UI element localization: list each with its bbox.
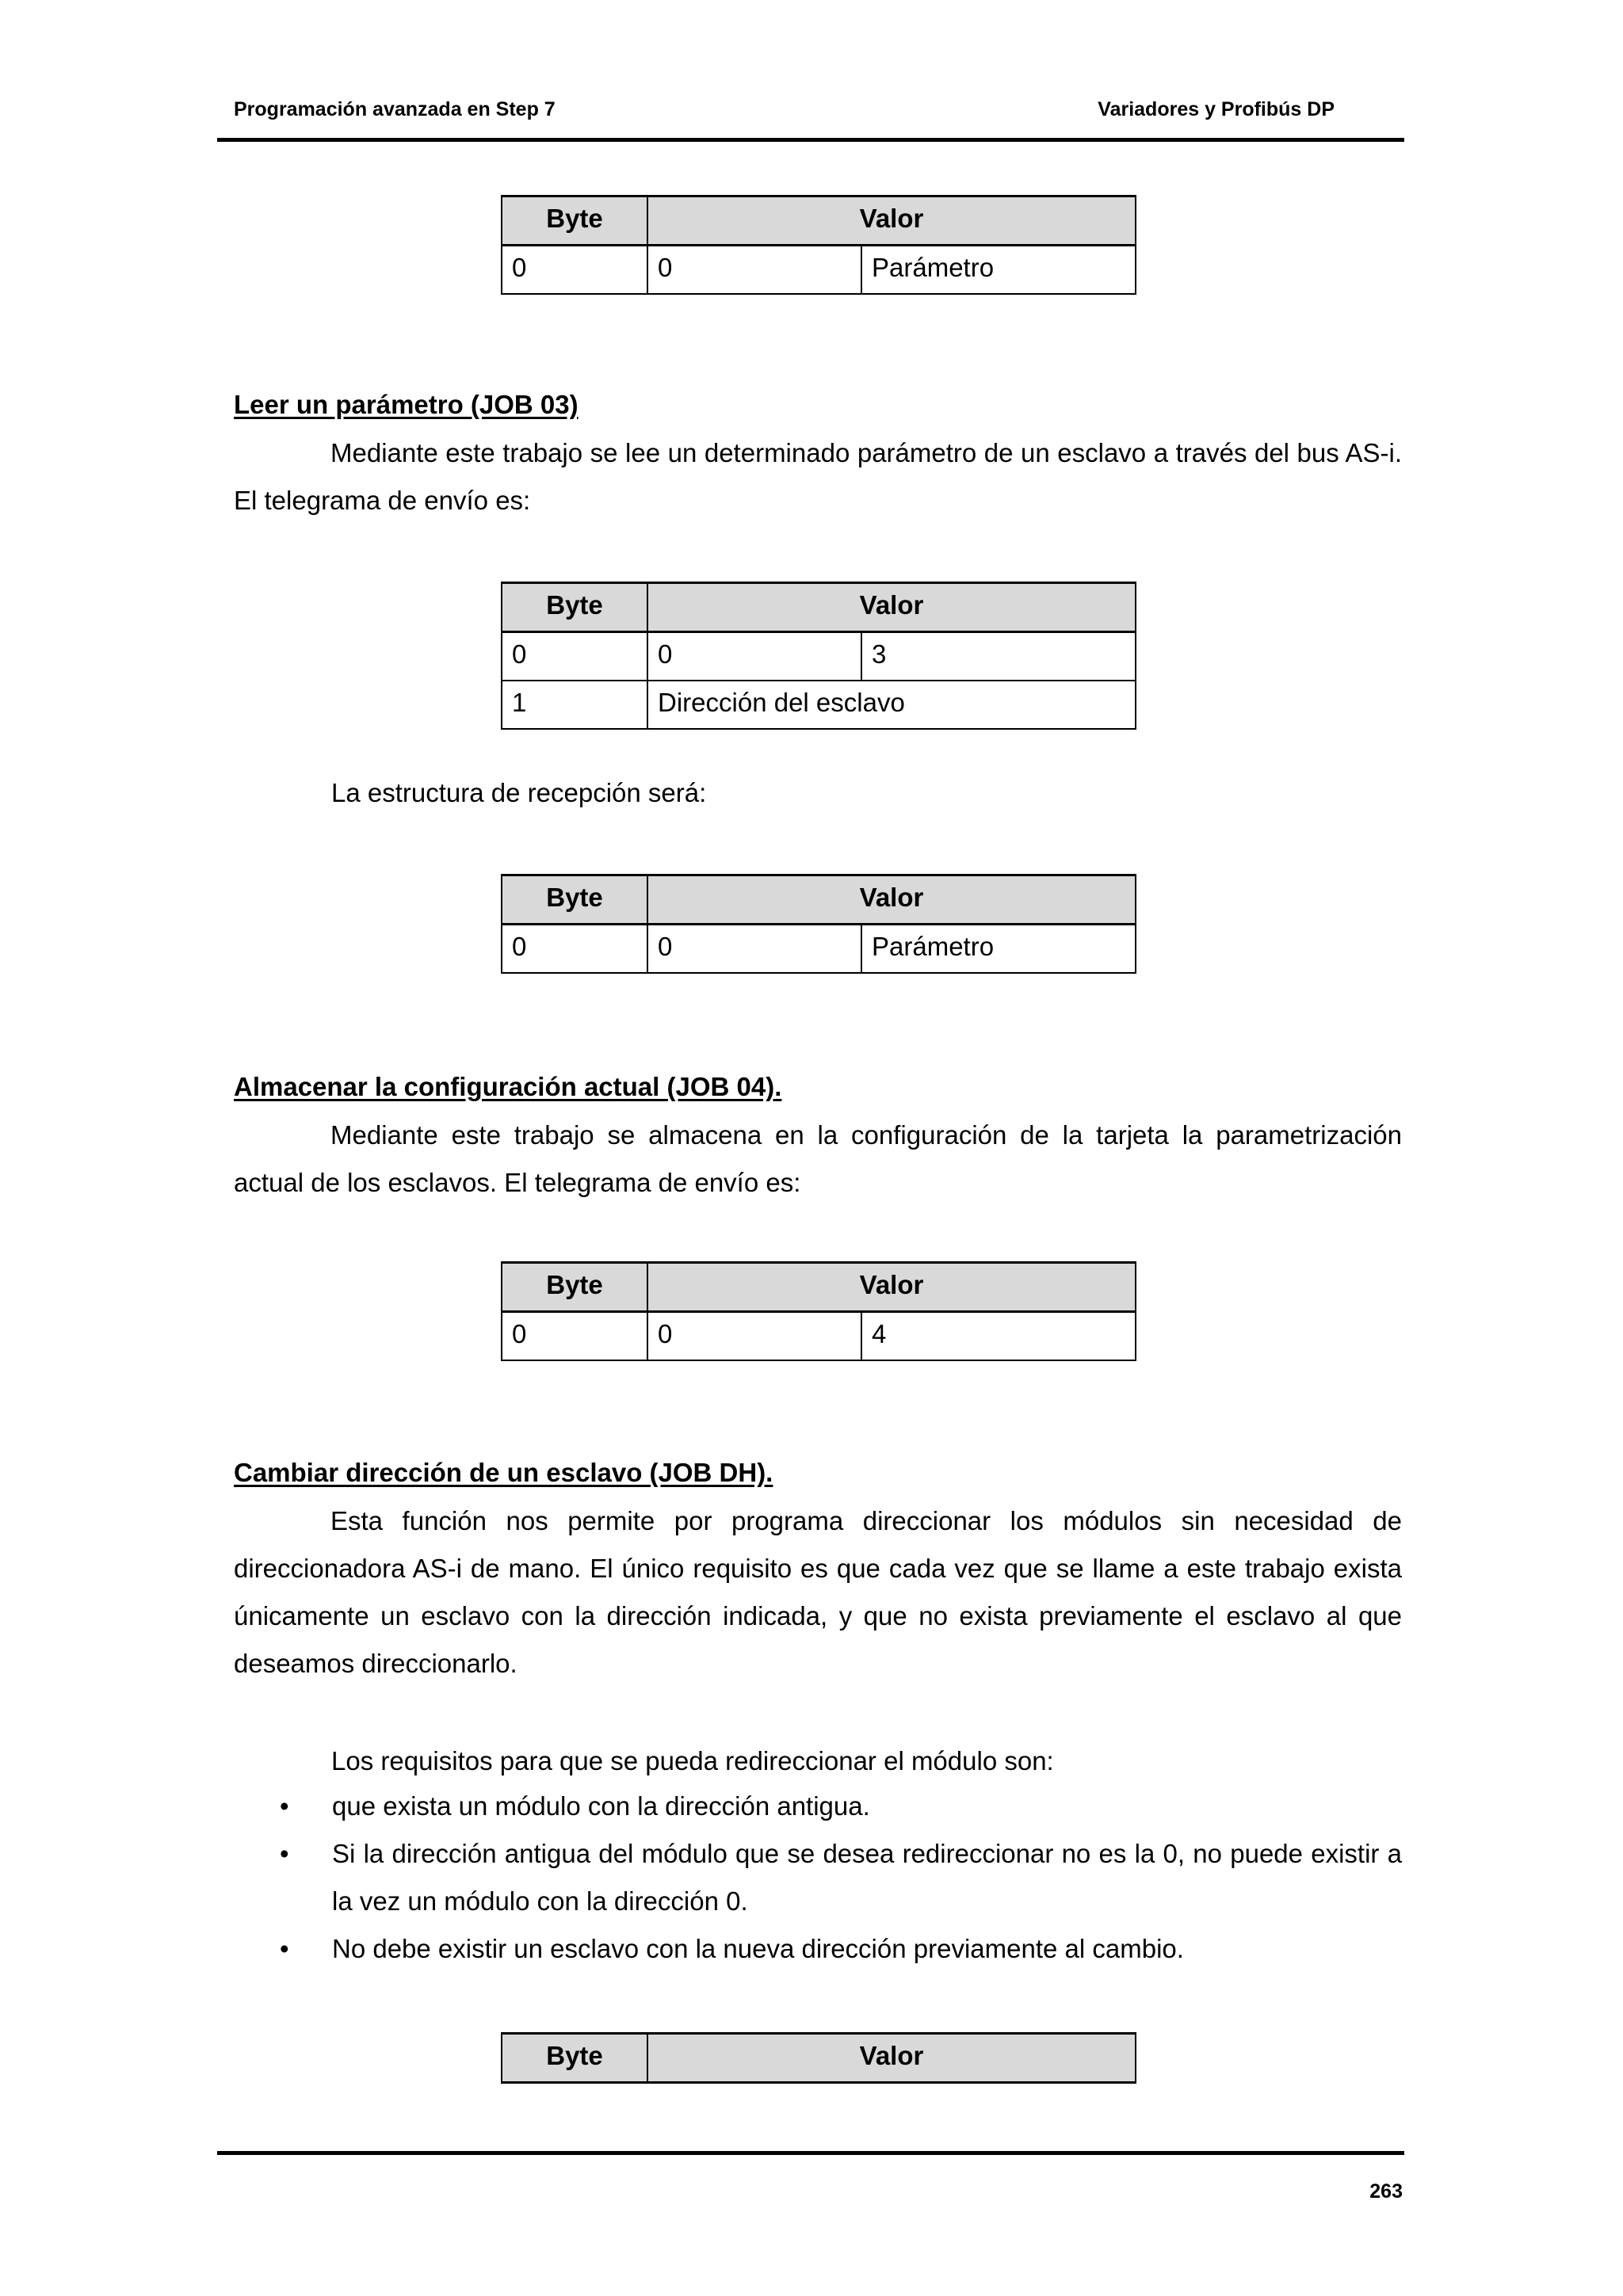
section-heading-read-parameter: Leer un parámetro (JOB 03) — [234, 390, 579, 419]
table-header-row — [502, 1263, 1136, 1312]
section-paragraph: Mediante este trabajo se lee un determinado parámetro de un esclavo a través del bus AS-i. El telegrama de envío es: — [234, 438, 1402, 515]
table-cell: 0 — [502, 1312, 647, 1361]
table-cell: Parámetro — [861, 246, 1136, 295]
table-row — [502, 632, 1136, 681]
table-cell: 0 — [647, 246, 861, 295]
byte-column-header: Byte — [502, 583, 647, 632]
requirements-intro: Los requisitos para que se pueda redireccionar el módulo son: — [331, 1746, 1054, 1775]
receive-telegram-table — [501, 874, 1136, 974]
bullet-icon: • — [280, 1791, 289, 1821]
table-cell: 0 — [502, 925, 647, 974]
table-cell: Parámetro — [861, 925, 1136, 974]
send-telegram-table — [501, 582, 1136, 730]
table-header-row — [502, 196, 1136, 246]
byte-column-header: Byte — [502, 875, 647, 925]
table-row — [502, 925, 1136, 974]
change-address-table — [501, 2032, 1136, 2084]
table-row — [502, 1312, 1136, 1361]
table-header-row — [502, 875, 1136, 925]
table-cell: Dirección del esclavo — [647, 681, 1136, 729]
byte-column-header: Byte — [502, 2034, 647, 2083]
table-cell: 1 — [502, 681, 647, 729]
valor-column-header: Valor — [647, 875, 1136, 925]
section-heading-store-configuration: Almacenar la configuración actual (JOB 04). — [234, 1072, 782, 1101]
receive-structure-intro: La estructura de recepción será: — [331, 778, 707, 807]
valor-column-header: Valor — [647, 2034, 1136, 2083]
requirements-list — [234, 1783, 1402, 1973]
table-header-row — [502, 583, 1136, 632]
table-cell: 3 — [861, 632, 1136, 681]
table-cell: 0 — [502, 246, 647, 295]
header-rule — [217, 138, 1404, 142]
byte-column-header: Byte — [502, 1263, 647, 1312]
send-telegram-table — [501, 1261, 1136, 1361]
table-cell: 0 — [502, 632, 647, 681]
bullet-icon: • — [280, 1839, 289, 1868]
table-row — [502, 246, 1136, 295]
section-paragraph: Mediante este trabajo se almacena en la configuración de la tarjeta la parametrización actual de los esclavos. El telegrama de envío es: — [234, 1120, 1402, 1197]
table-row — [502, 681, 1136, 729]
table-cell: 0 — [647, 925, 861, 974]
list-item — [234, 1925, 1402, 1973]
list-item — [234, 1783, 1402, 1830]
valor-column-header: Valor — [647, 1263, 1136, 1312]
table-cell: 4 — [861, 1312, 1136, 1361]
parameter-table — [501, 195, 1136, 295]
table-header-row — [502, 2034, 1136, 2083]
section-paragraph: Esta función nos permite por programa direccionar los módulos sin necesidad de direccionadora AS-i de mano. El único requisito es que cada vez que se llame a este trabajo exista únicamente un esclavo con la dirección indicada, y que no exista previamente el esclavo al que deseamos direccionarlo. — [234, 1506, 1402, 1678]
page-number: 263 — [1369, 2180, 1403, 2203]
footer-rule — [217, 2151, 1404, 2155]
table-cell: 0 — [647, 1312, 861, 1361]
running-header-right: Variadores y Profibús DP — [1098, 98, 1335, 120]
valor-column-header: Valor — [647, 196, 1136, 246]
valor-column-header: Valor — [647, 583, 1136, 632]
bullet-icon: • — [280, 1934, 289, 1963]
running-header-left: Programación avanzada en Step 7 — [234, 98, 556, 120]
list-item-text: Si la dirección antigua del módulo que se desea redireccionar no es la 0, no puede existir a la vez un módulo con la dirección 0. — [332, 1839, 1402, 1916]
list-item-text: que exista un módulo con la dirección antigua. — [332, 1791, 870, 1821]
table-cell: 0 — [647, 632, 861, 681]
byte-column-header: Byte — [502, 196, 647, 246]
section-heading-change-address: Cambiar dirección de un esclavo (JOB DH). — [234, 1458, 773, 1487]
list-item-text: No debe existir un esclavo con la nueva dirección previamente al cambio. — [332, 1934, 1184, 1963]
list-item — [234, 1830, 1402, 1925]
